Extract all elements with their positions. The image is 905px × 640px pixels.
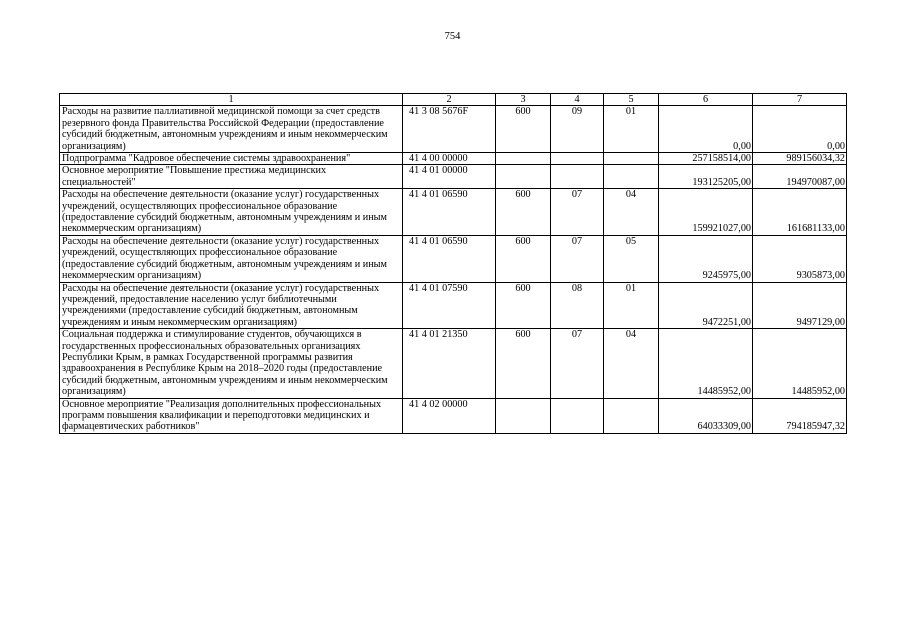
row-col-3: 600 (496, 329, 551, 398)
table-header (60, 94, 847, 106)
row-col-5: 01 (604, 282, 659, 329)
row-amount-col-7: 161681133,00 (753, 189, 847, 236)
row-amount-col-7: 794185947,32 (753, 398, 847, 433)
row-col-4: 09 (551, 106, 604, 153)
table-row (60, 235, 847, 282)
row-col-4 (551, 398, 604, 433)
row-amount-col-6: 257158514,00 (659, 153, 753, 165)
header-col-3: 3 (496, 94, 551, 106)
row-col-4: 07 (551, 329, 604, 398)
table-row (60, 189, 847, 236)
table-row (60, 329, 847, 398)
row-col-3: 600 (496, 282, 551, 329)
table-row (60, 165, 847, 189)
row-target-code: 41 4 00 00000 (403, 153, 496, 165)
row-col-3: 600 (496, 189, 551, 236)
table-row (60, 153, 847, 165)
row-target-code: 41 4 01 21350 (403, 329, 496, 398)
page-number: 754 (444, 31, 461, 42)
row-amount-col-7: 9497129,00 (753, 282, 847, 329)
row-col-3: 600 (496, 106, 551, 153)
header-col-6: 6 (659, 94, 753, 106)
row-col-4: 07 (551, 235, 604, 282)
row-col-3: 600 (496, 235, 551, 282)
row-col-4 (551, 165, 604, 189)
row-col-4: 07 (551, 189, 604, 236)
table-row (60, 106, 847, 153)
header-row (60, 94, 847, 106)
row-col-5 (604, 165, 659, 189)
header-col-7: 7 (753, 94, 847, 106)
row-description: Социальная поддержка и стимулирование студентов, обучающихся в государственных профессиональных образовательных организациях Республики Крым, в рамках Государственной программы развития здравоохранения в Республике Крым на 2018–2020 годы (предоставление субсидий бюджетным, автономным учреждениям и иным некоммерческим организациям) (60, 329, 403, 398)
row-amount-col-6: 0,00 (659, 106, 753, 153)
row-amount-col-6: 64033309,00 (659, 398, 753, 433)
row-col-4: 08 (551, 282, 604, 329)
row-description: Расходы на обеспечение деятельности (оказание услуг) государственных учреждений, осуществляющих профессиональное образование (предоставление субсидий бюджетным, автономным учреждениям и иным некоммерческим организациям) (60, 235, 403, 282)
row-col-5 (604, 153, 659, 165)
row-amount-col-6: 9472251,00 (659, 282, 753, 329)
row-description: Расходы на развитие паллиативной медицинской помощи за счет средств резервного фонда Правительства Российской Федерации (предоставление субсидий бюджетным, автономным учреждениям и иным некоммерческим организациям) (60, 106, 403, 153)
table-row (60, 398, 847, 433)
row-col-5 (604, 398, 659, 433)
row-target-code: 41 4 01 06590 (403, 235, 496, 282)
row-amount-col-6: 193125205,00 (659, 165, 753, 189)
header-col-4: 4 (551, 94, 604, 106)
row-col-3 (496, 153, 551, 165)
table-body (60, 106, 847, 433)
row-description: Основное мероприятие "Повышение престижа медицинских специальностей" (60, 165, 403, 189)
row-target-code: 41 4 01 00000 (403, 165, 496, 189)
row-col-5: 05 (604, 235, 659, 282)
row-description: Расходы на обеспечение деятельности (оказание услуг) государственных учреждений, предоставление населению услуг библиотечными учреждениями (предоставление субсидий бюджетным, автономным учреждениям и иным некоммерческим организациям) (60, 282, 403, 329)
table-row (60, 282, 847, 329)
row-target-code: 41 4 01 07590 (403, 282, 496, 329)
row-col-5: 04 (604, 189, 659, 236)
row-amount-col-7: 989156034,32 (753, 153, 847, 165)
row-description: Основное мероприятие "Реализация дополнительных профессиональных программ повышения квалификации и переподготовки медицинских и фармацевтических работников" (60, 398, 403, 433)
row-description: Расходы на обеспечение деятельности (оказание услуг) государственных учреждений, осуществляющих профессиональное образование (предоставление субсидий бюджетным, автономным учреждениям и иным некоммерческим организациям) (60, 189, 403, 236)
row-target-code: 41 4 01 06590 (403, 189, 496, 236)
header-col-1: 1 (60, 94, 403, 106)
row-col-5: 04 (604, 329, 659, 398)
header-col-2: 2 (403, 94, 496, 106)
row-amount-col-6: 14485952,00 (659, 329, 753, 398)
row-amount-col-6: 9245975,00 (659, 235, 753, 282)
row-amount-col-7: 194970087,00 (753, 165, 847, 189)
row-amount-col-6: 159921027,00 (659, 189, 753, 236)
row-col-3 (496, 165, 551, 189)
header-col-5: 5 (604, 94, 659, 106)
row-target-code: 41 3 08 5676F (403, 106, 496, 153)
row-description: Подпрограмма "Кадровое обеспечение системы здравоохранения" (60, 153, 403, 165)
row-col-4 (551, 153, 604, 165)
row-target-code: 41 4 02 00000 (403, 398, 496, 433)
row-amount-col-7: 0,00 (753, 106, 847, 153)
row-col-5: 01 (604, 106, 659, 153)
budget-table (59, 93, 847, 434)
row-col-3 (496, 398, 551, 433)
row-amount-col-7: 14485952,00 (753, 329, 847, 398)
row-amount-col-7: 9305873,00 (753, 235, 847, 282)
